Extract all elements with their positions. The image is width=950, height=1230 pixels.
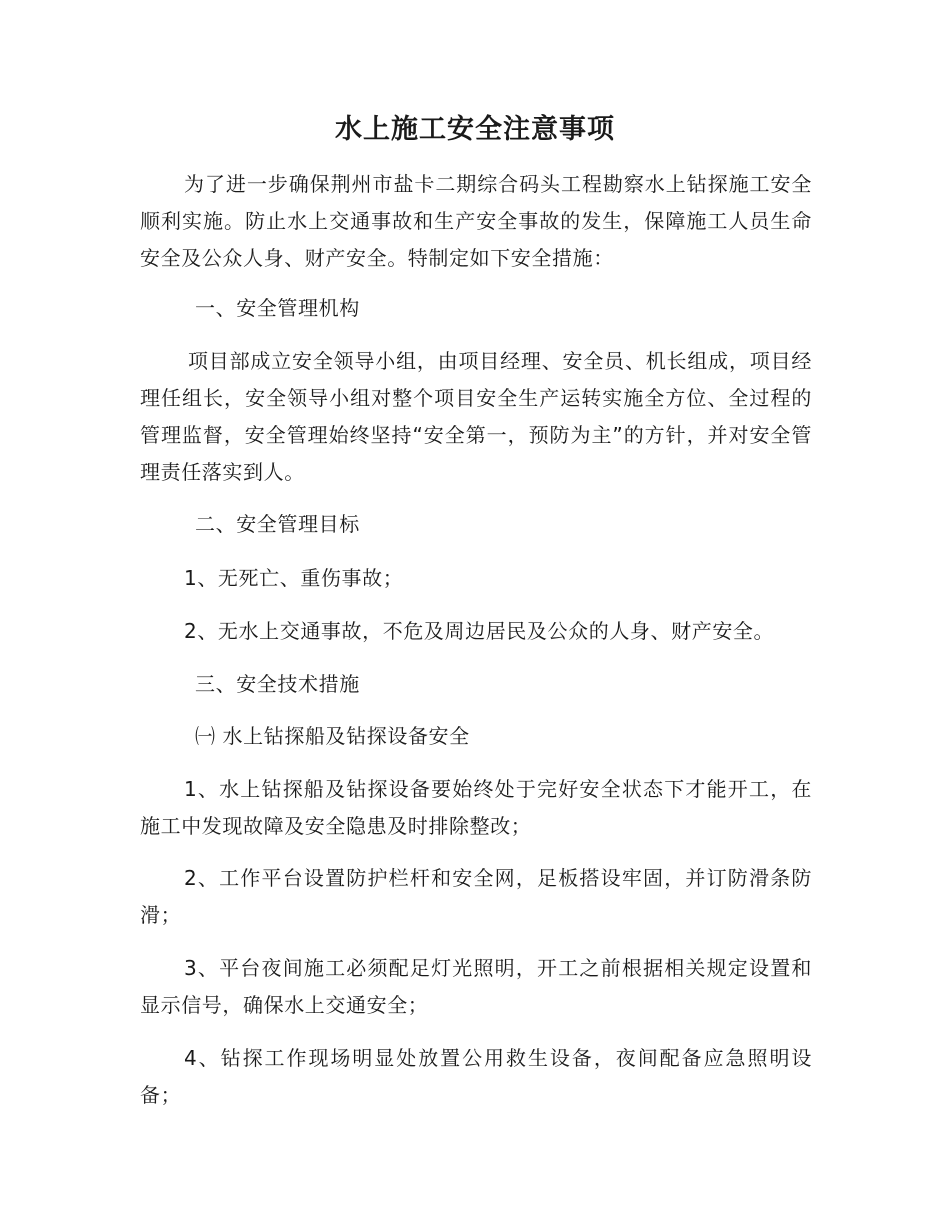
section-heading-management-org: 一、安全管理机构 xyxy=(195,296,360,320)
section-body-management-org: 项目部成立安全领导小组，由项目经理、安全员、机长组成，项目经理任组长，安全领导小组对整个项目安全生产运转实施全方位、全过程的管理监督，安全管理始终坚持“安全第一，预防为主”的方针，并对安全管理责任落实到人。 xyxy=(140,349,812,484)
list-item-goal-1: 1、无死亡、重伤事故； xyxy=(184,566,404,590)
document-title: 水上施工安全注意事项 xyxy=(335,114,615,145)
list-item-measure-3: 3、平台夜间施工必须配足灯光照明，开工之前根据相关规定设置和显示信号，确保水上交通安全； xyxy=(140,956,812,1017)
section-heading-management-goals: 二、安全管理目标 xyxy=(195,512,360,536)
subsection-heading-drilling-equipment: ㈠ 水上钻探船及钻探设备安全 xyxy=(195,724,470,748)
section-heading-technical-measures: 三、安全技术措施 xyxy=(195,672,360,696)
list-item-goal-2: 2、无水上交通事故，不危及周边居民及公众的人身、财产安全。 xyxy=(184,619,775,643)
list-item-measure-4: 4、钻探工作现场明显处放置公用救生设备，夜间配备应急照明设备； xyxy=(140,1046,812,1107)
list-item-measure-1: 1、水上钻探船及钻探设备要始终处于完好安全状态下才能开工，在施工中发现故障及安全隐患及时排除整改； xyxy=(140,777,812,838)
intro-paragraph: 为了进一步确保荆州市盐卡二期综合码头工程勘察水上钻探施工安全顺利实施。防止水上交通事故和生产安全事故的发生，保障施工人员生命安全及公众人身、财产安全。特制定如下安全措施： xyxy=(140,172,812,270)
list-item-measure-2: 2、工作平台设置防护栏杆和安全网，足板搭设牢固，并订防滑条防滑； xyxy=(140,866,812,927)
